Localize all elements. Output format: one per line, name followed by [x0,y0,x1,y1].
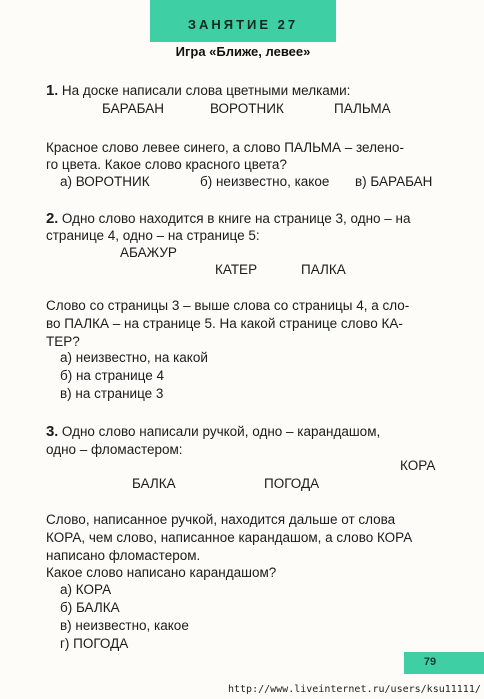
task-1-option-b: б) неизвестно, какое [200,174,330,189]
task-2-question-line-1: Слово со страницы 3 – выше слова со страницы 4, а сло- [46,298,410,313]
task-1-option-c: в) БАРАБАН [355,174,433,189]
task-3-intro-line-2: одно – фломастером: [46,442,183,457]
task-2-intro-line-2: странице 4, одно – на странице 5: [46,228,260,243]
task-1-word-3: ПАЛЬМА [334,101,391,116]
task-1-question-line-2: го цвета. Какое слово красного цвета? [46,157,287,172]
task-2-intro-1: Одно слово находится в книге на странице 3, одно – на [61,211,411,226]
watermark-url: http://www.liveinternet.ru/users/ksu11111/ [228,684,481,695]
task-3-question-line-2: КОРА, чем слово, написанное карандашом, а слово КОРА [46,530,413,545]
task-1-word-1: БАРАБАН [102,101,164,116]
task-2-number: 2 [46,210,55,227]
task-3-question-line-1: Слово, написанное ручкой, находится дальше от слова [46,512,396,527]
task-3-intro-line-1: 3. Одно слово написали ручкой, одно – карандашом, [46,423,381,440]
page-number: 79 [423,656,437,668]
task-3-word-1: КОРА [400,458,436,473]
task-1-number: 1 [46,82,55,99]
task-1-word-2: ВОРОТНИК [210,101,284,116]
task-2-word-2: КАТЕР [215,262,258,277]
task-3-intro-1: Одно слово написали ручкой, одно – карандашом, [61,424,381,439]
task-2-question-line-3: ТЕР? [46,334,80,349]
lesson-title: ЗАНЯТИЕ 27 [187,17,299,32]
task-2-option-a: а) неизвестно, на какой [60,350,208,365]
task-3-number: 3 [46,423,55,440]
task-3-option-d: г) ПОГОДА [60,636,129,651]
task-2-option-b: б) на странице 4 [60,368,164,383]
task-1-option-a: а) ВОРОТНИК [60,174,150,189]
task-2-option-c: в) на странице 3 [60,386,164,401]
task-3-option-c: в) неизвестно, какое [60,618,189,633]
task-3-word-2: БАЛКА [132,476,176,491]
task-1-intro-line: 1. На доске написали слова цветными мелками: [46,82,351,99]
task-2-intro-line-1: 2. Одно слово находится в книге на странице 3, одно – на [46,210,411,227]
task-2-word-3: ПАЛКА [301,262,346,277]
task-2-question-line-2: во ПАЛКА – на странице 5. На какой странице слово КА- [46,316,403,331]
task-3-word-3: ПОГОДА [264,476,320,491]
task-1-intro: На доске написали слова цветными мелками: [61,83,351,98]
task-2-word-1: АБАЖУР [120,245,177,260]
task-3-option-a: а) КОРА [60,582,112,597]
task-3-question-line-4: Какое слово написано карандашом? [46,565,277,580]
task-3-question-line-3: написано фломастером. [46,548,201,563]
task-3-option-b: б) БАЛКА [60,600,120,615]
game-title: Игра «Ближе, левее» [175,44,311,59]
task-1-question-line-1: Красное слово левее синего, а слово ПАЛЬМА – зелено- [46,140,404,155]
